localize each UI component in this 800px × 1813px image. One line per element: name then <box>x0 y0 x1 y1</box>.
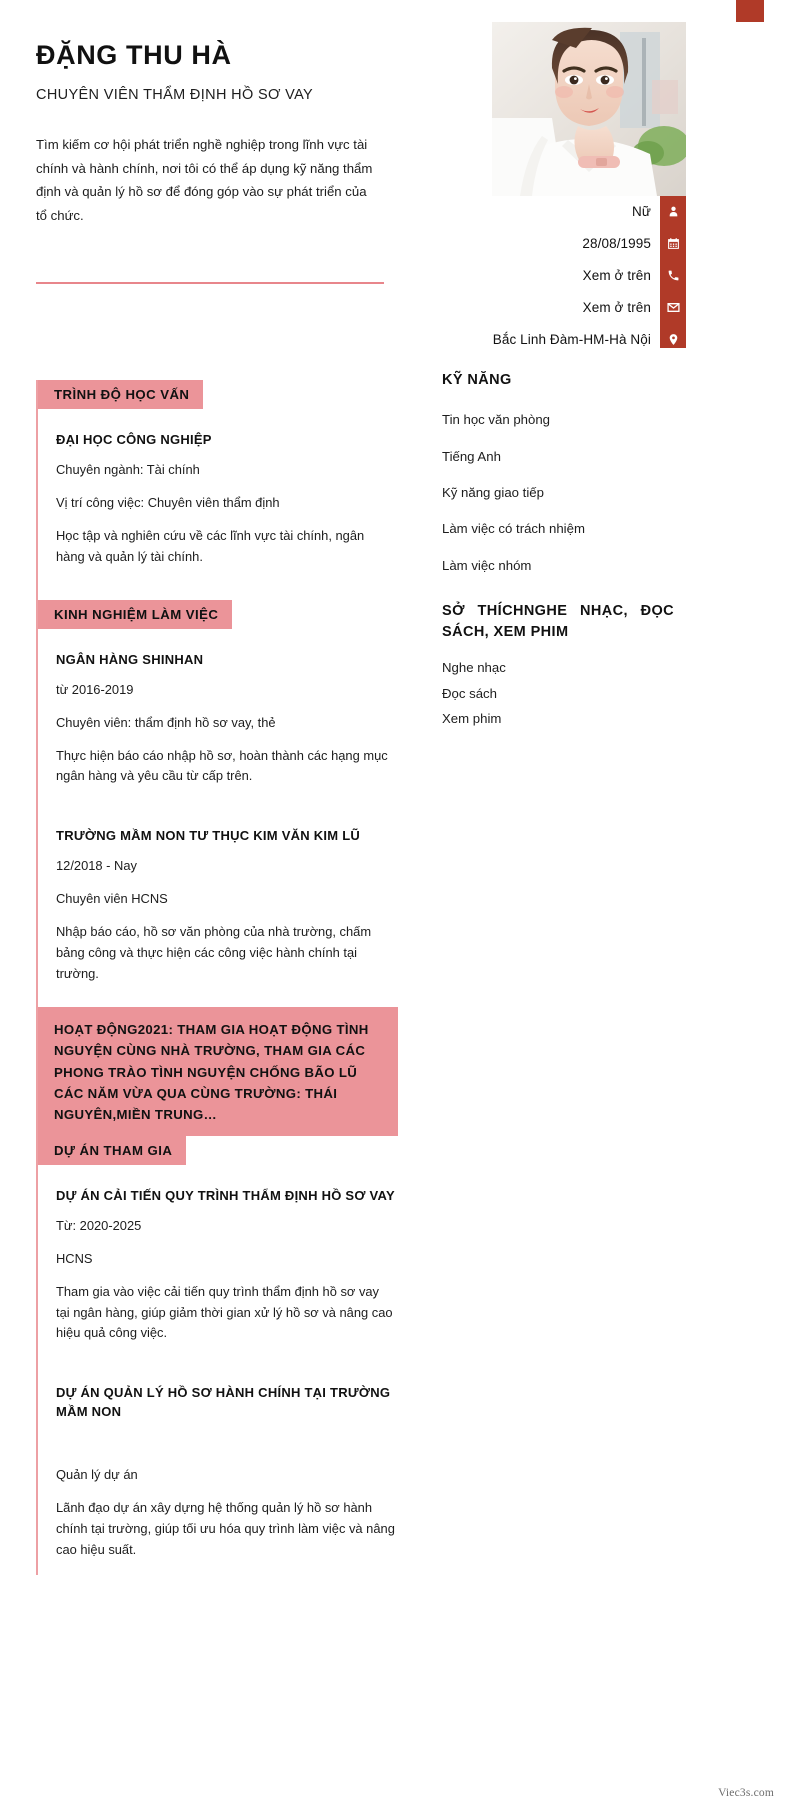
experience-company: NGÂN HÀNG SHINHAN <box>56 651 204 667</box>
contact-rows <box>380 196 686 354</box>
experience-company: TRƯỜNG MẦM NON TƯ THỤC KIM VĂN KIM LŨ <box>56 828 361 844</box>
skill-item: Làm việc có trách nhiệm <box>442 521 585 537</box>
project-entry-0 <box>56 1187 396 1345</box>
contact-row-birthdate <box>380 228 660 258</box>
project-period: Từ: 2020-2025 <box>56 1217 142 1233</box>
experience-description: Thực hiện báo cáo nhập hồ sơ, hoàn thành các hạng mục ngân hàng và yêu cầu từ cấp trên. <box>56 747 388 784</box>
section-heading-experience: KINH NGHIỆM LÀM VIỆC <box>38 600 232 629</box>
contact-value-address: Bắc Linh Đàm-HM-Hà Nội <box>492 331 651 347</box>
education-school: ĐẠI HỌC CÔNG NGHIỆP <box>56 432 212 447</box>
hobby-item: Đọc sách <box>442 685 497 701</box>
person-icon <box>660 205 686 218</box>
section-heading-skills: KỸ NĂNG <box>442 372 512 388</box>
main-sections <box>36 380 396 1575</box>
contact-value-email: Xem ở trên <box>582 299 651 315</box>
project-period <box>56 1432 396 1452</box>
skill-item: Làm việc nhóm <box>442 557 532 573</box>
header-divider <box>36 282 384 284</box>
sidebar <box>442 370 762 736</box>
page-title: ĐẶNG THU HÀ <box>36 40 232 70</box>
contact-row-gender <box>380 196 660 226</box>
education-description: Học tập và nghiên cứu về các lĩnh vực tài chính, ngân hàng và quản lý tài chính. <box>56 527 365 564</box>
education-position: Vị trí công việc: Chuyên viên thẩm định <box>56 494 280 510</box>
top-accent-bar <box>736 0 764 22</box>
education-entry <box>56 431 396 568</box>
experience-period: 12/2018 - Nay <box>56 858 137 874</box>
contact-row-address <box>380 324 660 354</box>
project-role: HCNS <box>56 1250 93 1266</box>
contact-row-phone[interactable] <box>380 260 660 290</box>
education-major: Chuyên ngành: Tài chính <box>56 461 200 477</box>
phone-icon <box>660 269 686 282</box>
contact-value-birthdate: 28/08/1995 <box>582 235 651 251</box>
hobby-item: Xem phim <box>442 711 502 727</box>
contact-row-email[interactable] <box>380 292 660 322</box>
project-title: DỰ ÁN CẢI TIẾN QUY TRÌNH THẨM ĐỊNH HỒ SƠ VAY <box>56 1187 395 1203</box>
project-role: Quản lý dự án <box>56 1467 138 1482</box>
section-heading-projects: DỰ ÁN THAM GIA <box>38 1136 186 1165</box>
location-pin-icon <box>660 333 686 346</box>
skill-item: Kỹ năng giao tiếp <box>442 484 544 500</box>
hobby-item: Nghe nhạc <box>442 660 506 676</box>
project-entry-1 <box>56 1384 396 1560</box>
section-heading-education: TRÌNH ĐỘ HỌC VẤN <box>38 380 203 409</box>
project-description: Tham gia vào việc cải tiến quy trình thẩm định hồ sơ vay tại ngân hàng, giúp giảm thời gian xử lý hồ sơ và nâng cao hiệu quả công việc. <box>56 1283 393 1341</box>
contact-value-gender: Nữ <box>632 203 651 219</box>
skill-item: Tiếng Anh <box>442 448 501 464</box>
experience-role: Chuyên viên: thẩm định hồ sơ vay, thẻ <box>56 714 276 730</box>
spacer <box>56 801 396 811</box>
section-heading-hobbies: SỞ THÍCHNGHE NHẠC, ĐỌC SÁCH, XEM PHIM <box>442 603 674 641</box>
skill-item: Tin học văn phòng <box>442 412 551 428</box>
spacer <box>56 1358 396 1368</box>
watermark: Viec3s.com <box>718 1787 774 1799</box>
email-icon <box>660 301 686 314</box>
job-title: CHUYÊN VIÊN THẨM ĐỊNH HỒ SƠ VAY <box>36 87 314 103</box>
header-block <box>36 40 392 227</box>
project-title: DỰ ÁN QUẢN LÝ HỒ SƠ HÀNH CHÍNH TẠI TRƯỜNG MẦM NON <box>56 1385 391 1420</box>
project-description: Lãnh đạo dự án xây dựng hệ thống quản lý hồ sơ hành chính tại trường, giúp tối ưu hóa quy trình làm việc và nâng cao hiệu suất. <box>56 1500 395 1557</box>
experience-role: Chuyên viên HCNS <box>56 891 168 907</box>
experience-entry-0 <box>56 651 396 788</box>
profile-summary: Tìm kiếm cơ hội phát triển nghề nghiệp trong lĩnh vực tài chính và hành chính, nơi tôi có thể áp dụng kỹ năng thẩm định và quản lý hồ sơ để đóng góp vào sự phát triển của tổ chức. <box>36 137 373 223</box>
activities-block: HOẠT ĐỘNG2021: THAM GIA HOẠT ĐỘNG TÌNH NGUYỆN CÙNG NHÀ TRƯỜNG, THAM GIA CÁC PHONG TRÀO TÌNH NGUYỆN CHỐNG BÃO LŨ CÁC NĂM VỪA QUA CÙNG TRƯỜNG: THÁI NGUYÊN,MIỀN TRUNG… <box>38 1007 398 1136</box>
profile-photo <box>492 22 686 196</box>
contact-info <box>380 196 686 356</box>
experience-period: từ 2016-2019 <box>56 681 134 697</box>
contact-value-phone: Xem ở trên <box>582 267 651 283</box>
experience-description: Nhập báo cáo, hồ sơ văn phòng của nhà trường, chấm bảng công và thực hiện các công việc hành chính tại trường. <box>56 924 372 981</box>
experience-entry-1 <box>56 827 396 985</box>
calendar-icon <box>660 237 686 250</box>
spacer <box>56 582 396 600</box>
